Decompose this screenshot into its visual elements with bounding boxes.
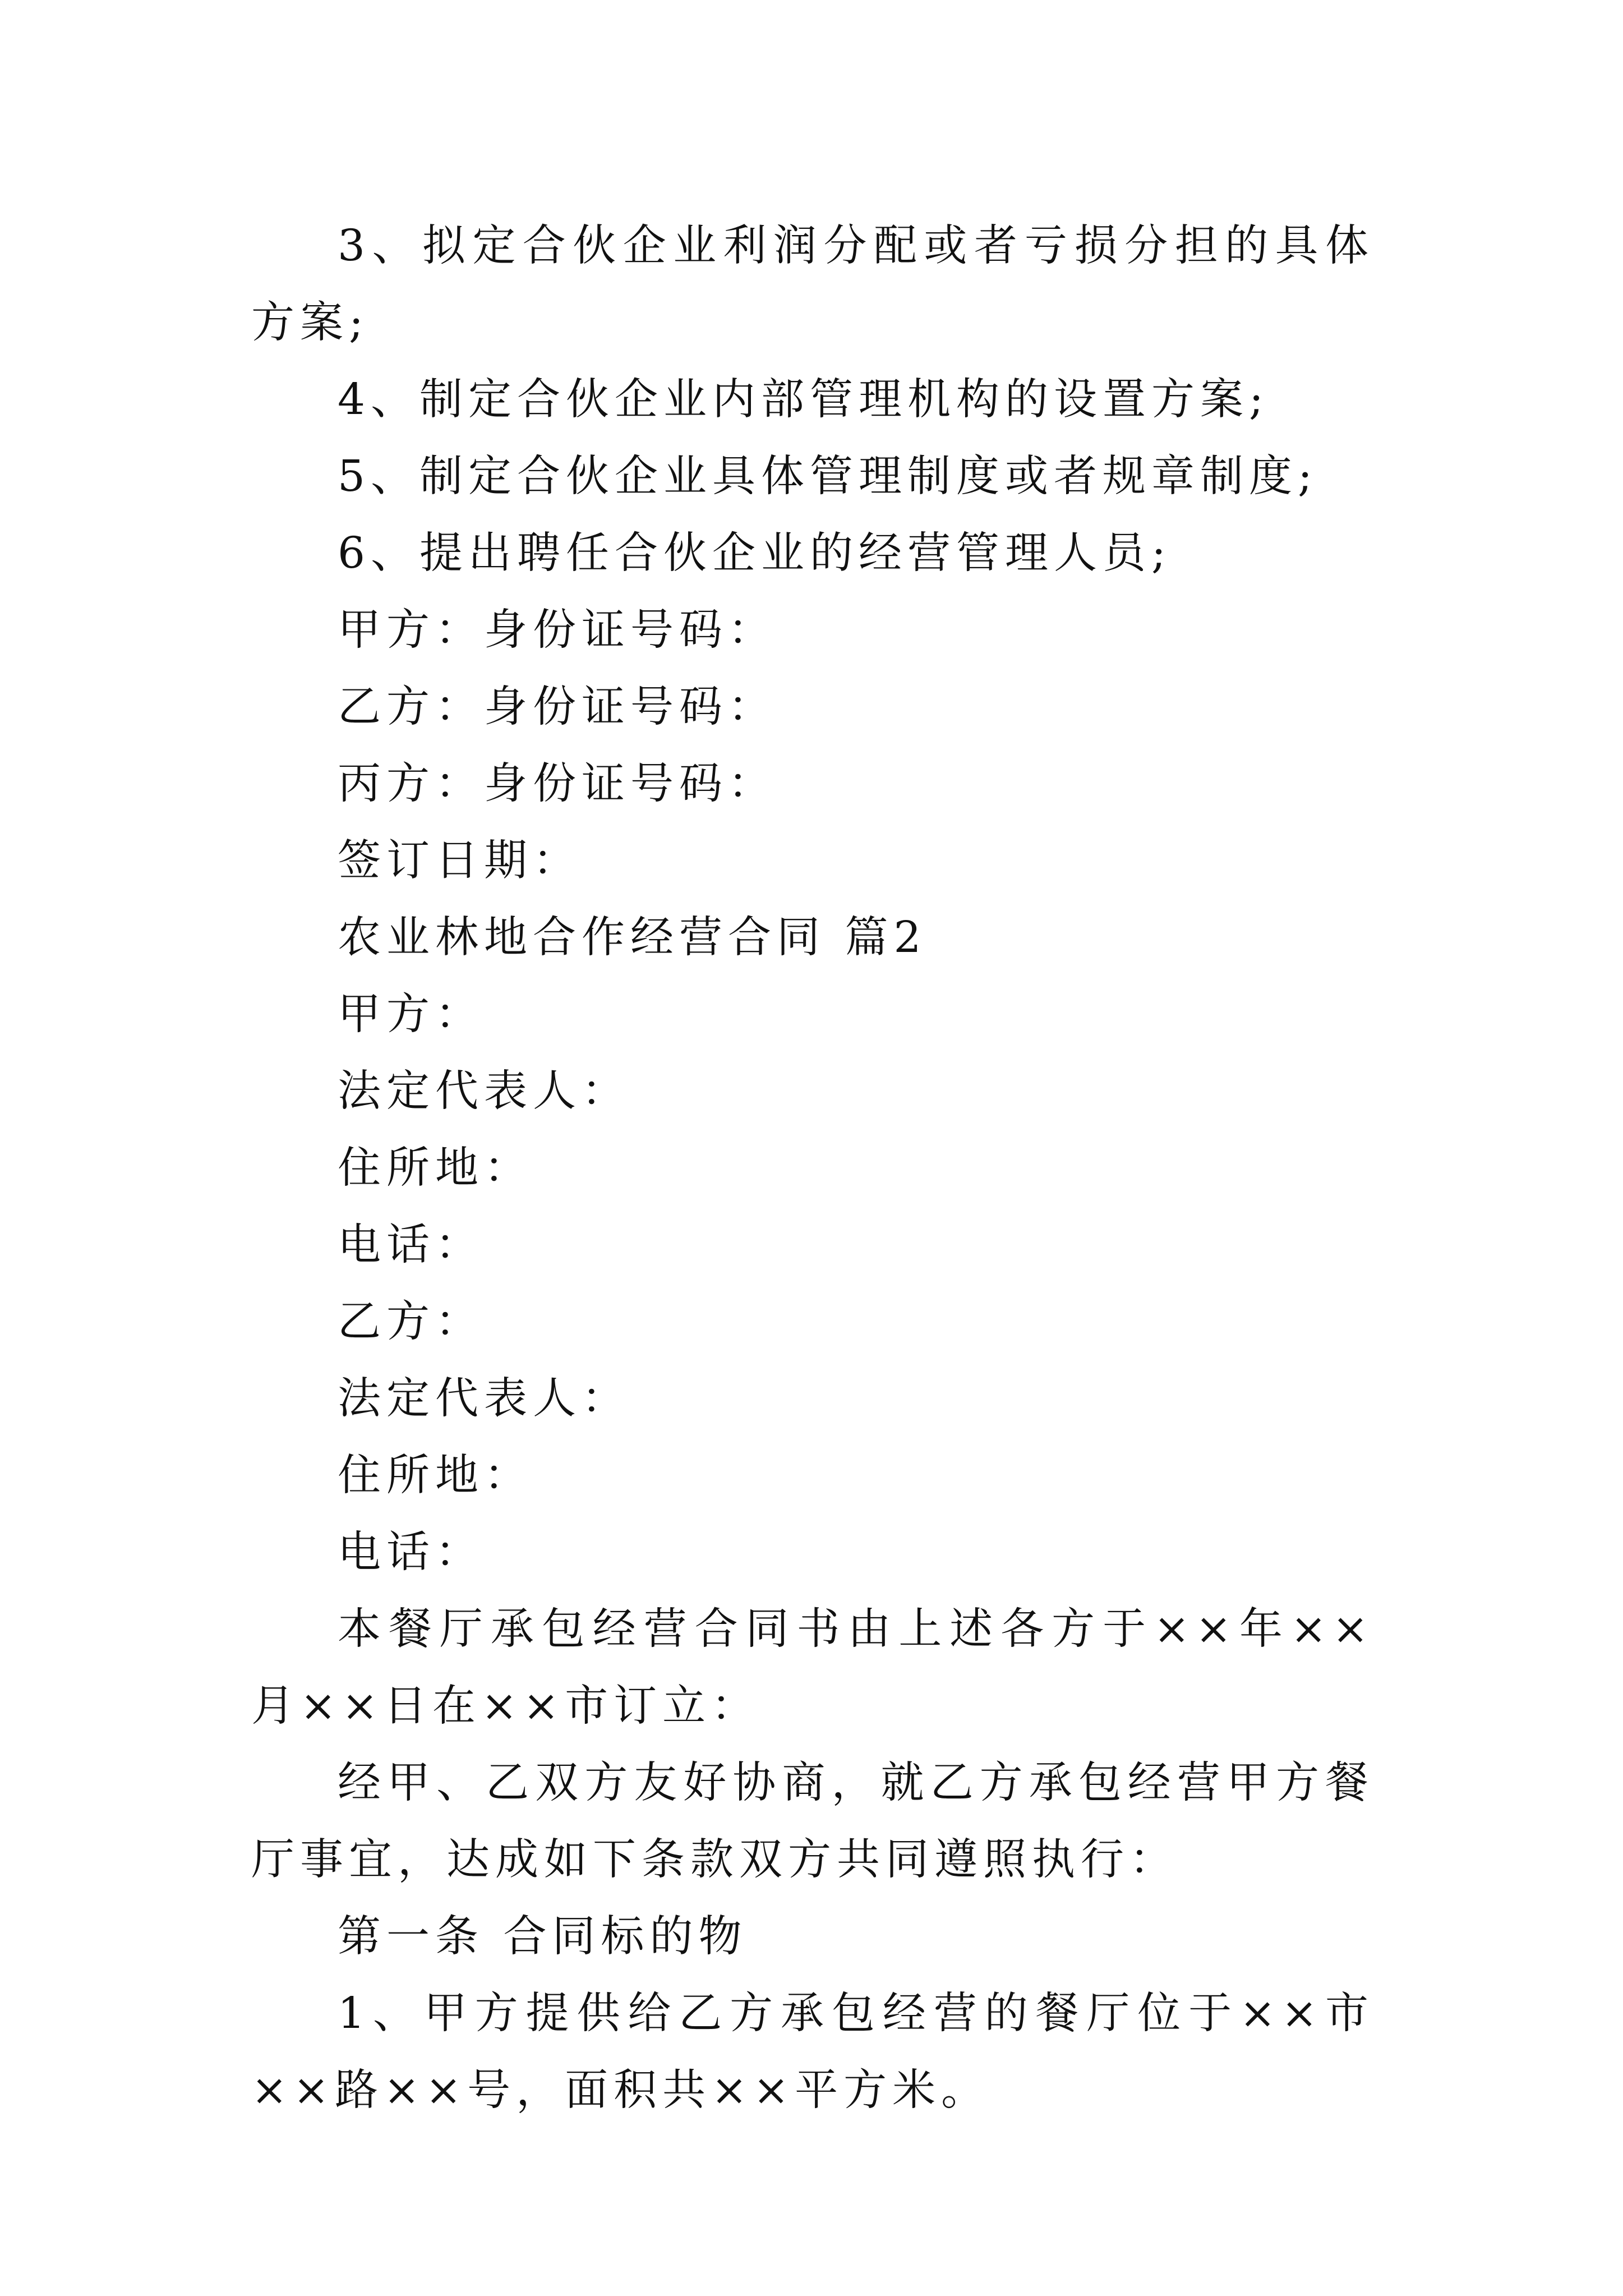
paragraph-hire-managers: 6、提出聘任合伙企业的经营管理人员; — [338, 528, 1172, 578]
contract-intro-paragraph: 本餐厅承包经营合同书由上述各方于××年××月××日在××市订立： — [251, 1604, 1374, 1731]
negotiation-paragraph: 经甲、乙双方友好协商，就乙方承包经营甲方餐厅事宜，达成如下条款双方共同遵照执行： — [251, 1758, 1374, 1885]
party-a-address: 住所地： — [338, 1143, 533, 1193]
party-b-line: 乙方： — [338, 1297, 484, 1347]
paragraph-profit-plan: 3、拟定合伙企业利润分配或者亏损分担的具体方案; — [251, 221, 1374, 348]
party-a-id-line: 甲方：身份证号码： — [338, 605, 777, 655]
signing-date-line: 签订日期： — [338, 836, 582, 886]
section-title: 农业林地合作经营合同 篇2 — [338, 913, 927, 963]
article-one-item-one: 1、甲方提供给乙方承包经营的餐厅位于××市××路××号，面积共××平方米。 — [251, 1989, 1374, 2115]
document-body — [251, 208, 1374, 2129]
party-b-id-line: 乙方：身份证号码： — [338, 682, 777, 732]
party-b-address: 住所地： — [338, 1451, 533, 1501]
party-a-phone: 电话： — [338, 1220, 484, 1270]
paragraph-management-rules: 5、制定合伙企业具体管理制度或者规章制度; — [338, 452, 1318, 501]
article-one-heading: 第一条 合同标的物 — [338, 1912, 748, 1962]
paragraph-management-structure: 4、制定合伙企业内部管理机构的设置方案; — [338, 375, 1269, 425]
party-c-id-line: 丙方：身份证号码： — [338, 759, 777, 809]
party-b-phone: 电话： — [338, 1527, 484, 1577]
party-b-legal-representative: 法定代表人： — [338, 1374, 630, 1424]
party-a-legal-representative: 法定代表人： — [338, 1066, 630, 1116]
party-a-line: 甲方： — [338, 990, 484, 1039]
